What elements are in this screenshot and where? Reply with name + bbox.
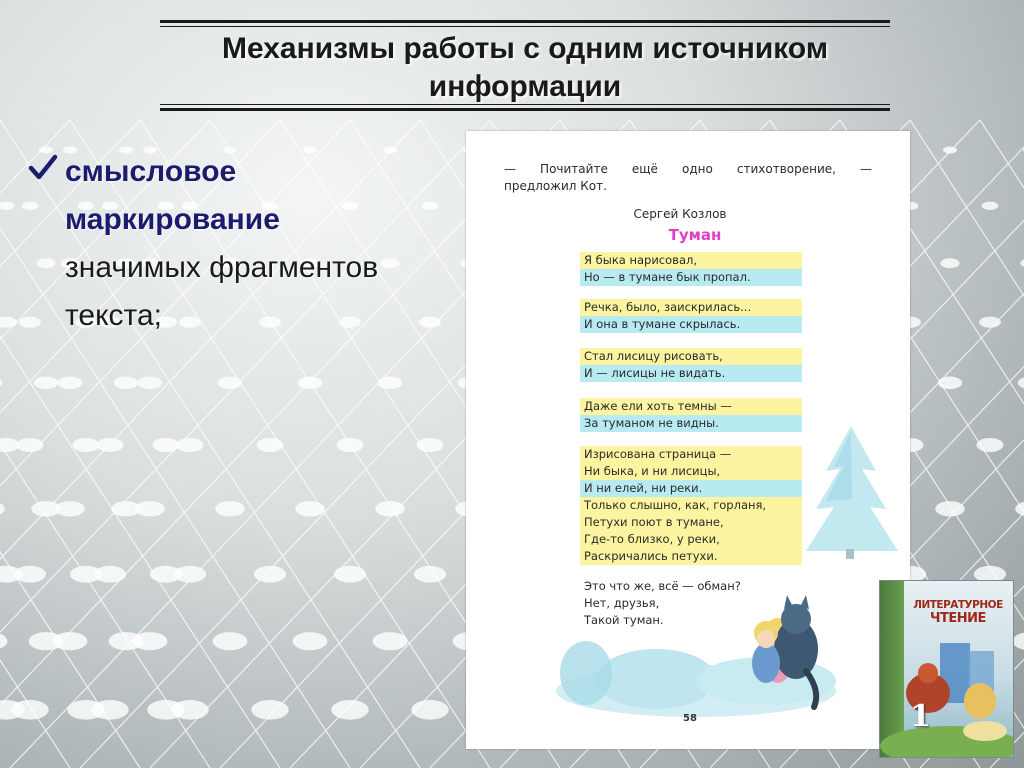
bullet-point: [28, 148, 448, 340]
bullet-line-1: смысловое: [65, 155, 237, 188]
cover-grade-number: 1: [910, 699, 931, 734]
poem-line: Стал лисицу рисовать,: [580, 348, 802, 365]
title-rule-bottom-thin: [160, 104, 890, 105]
cover-title-line1: ЛИТЕРАТУРНОЕ: [913, 599, 1003, 611]
poem-line: За туманом не видны.: [580, 415, 802, 432]
poem-line: Это что же, всё — обман?: [584, 579, 741, 593]
poem-line: Ни быка, и ни лисицы,: [580, 463, 802, 480]
stanza-4: [580, 398, 802, 432]
title-rule-top-thin: [160, 26, 890, 27]
poem-line: Нет, друзья,: [584, 596, 660, 610]
poem-line: Только слышно, как, горланя,: [580, 497, 802, 514]
book-page-image: [466, 131, 910, 749]
bullet-line-4: текста;: [65, 299, 162, 332]
poem-line: Речка, было, заискрилась...: [580, 299, 802, 316]
slide-title-line1: Механизмы работы с одним источником: [221, 32, 829, 65]
poem-line: Такой туман.: [584, 613, 664, 627]
cover-title-line2: ЧТЕНИЕ: [930, 611, 986, 626]
bullet-line-3: значимых фрагментов: [65, 251, 379, 284]
poem-line: И — лисицы не видать.: [580, 365, 802, 382]
poem-line: Где-то близко, у реки,: [580, 531, 802, 548]
poem-line: Но — в тумане бык пропал.: [580, 269, 802, 286]
poem-line: Я быка нарисовал,: [580, 252, 802, 269]
checkmark-icon: [28, 152, 58, 182]
poem-title: Туман: [668, 226, 722, 244]
stanza-5: [580, 446, 802, 565]
page-intro: [504, 161, 872, 195]
bullet-line-2: маркирование: [65, 203, 280, 236]
stanza-2: [580, 299, 802, 333]
poem-author: Сергей Козлов: [633, 207, 727, 221]
slide-title: [160, 30, 890, 106]
stanza-6: [580, 578, 802, 629]
slide-title-line2: информации: [428, 70, 622, 103]
poem-line: Петухи поют в тумане,: [580, 514, 802, 531]
poem-line: Изрисована страница —: [580, 446, 802, 463]
stanza-3: [580, 348, 802, 382]
page-intro-line1: — Почитайте ещё одно стихотворение, —: [504, 162, 872, 176]
poem-line: Раскричались петухи.: [580, 548, 802, 565]
title-rule-bottom: [160, 108, 890, 111]
stanza-1: [580, 252, 802, 286]
poem-line: И она в тумане скрылась.: [580, 316, 802, 333]
poem-line: И ни елей, ни реки.: [580, 480, 802, 497]
page-number: 58: [683, 713, 697, 724]
title-rule-top: [160, 20, 890, 23]
cover-title: [902, 599, 1014, 626]
poem-line: Даже ели хоть темны —: [580, 398, 802, 415]
page-intro-line2: предложил Кот.: [504, 179, 607, 193]
page-illustration: [466, 131, 910, 749]
textbook-cover: [879, 580, 1014, 758]
